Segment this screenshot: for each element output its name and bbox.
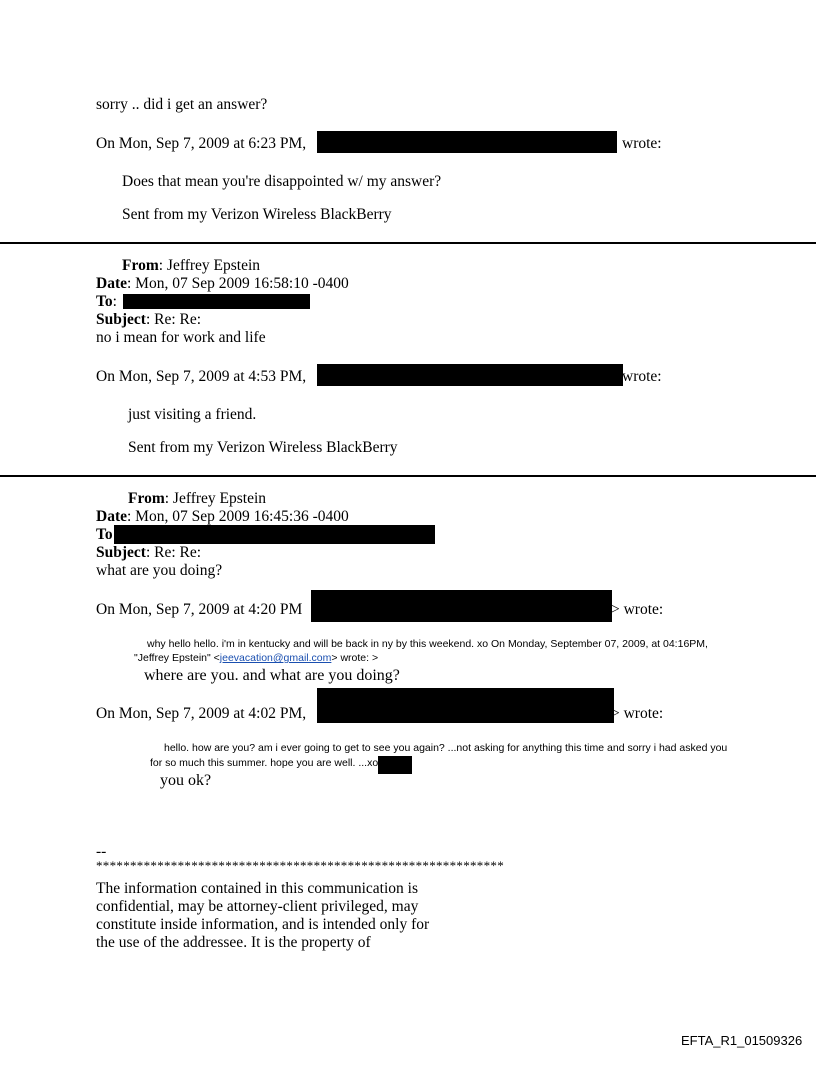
to-line: To [96,526,113,543]
quote-wrote: wrote: [622,135,662,152]
document-id-stamp: EFTA_R1_01509326 [681,1033,803,1048]
quoted-small-text: why hello hello. i'm in kentucky and will be back in ny by this weekend. xo On Monday, September 07, 2009, at 04:16PM, [147,638,708,650]
quote-wrote: wrote: [622,368,662,385]
disclaimer-line: constitute inside information, and is intended only for [96,916,430,933]
date-line: Date: Mon, 07 Sep 2009 16:45:36 -0400 [96,508,349,525]
quoted-text: where are you. and what are you doing? [144,667,400,684]
quote-header: On Mon, Sep 7, 2009 at 6:23 PM, [96,135,307,152]
quoted-signature: Sent from my Verizon Wireless BlackBerry [128,439,398,456]
quote-wrote: > wrote: [611,601,664,618]
email-link[interactable]: jeevacation@gmail.com [219,652,332,664]
quoted-text: Does that mean you're disappointed w/ my answer? [122,173,442,190]
quote-wrote: > wrote: [611,705,664,722]
disclaimer-line: confidential, may be attorney-client privileged, may [96,898,419,915]
quoted-text: you ok? [160,772,212,789]
redaction-bar [317,364,623,386]
subject-line: Subject: Re: Re: [96,544,202,561]
reply-text: sorry .. did i get an answer? [96,96,268,113]
star-divider: ************************************************************ [96,858,504,873]
quote-header: On Mon, Sep 7, 2009 at 4:02 PM, [96,705,307,722]
redaction-bar [317,688,614,723]
quoted-small-text: for so much this summer. hope you are well. ...xo [150,757,379,769]
signature-separator: -- [96,843,107,860]
message-divider [0,242,816,244]
disclaimer-line: the use of the addressee. It is the property of [96,934,371,951]
message-body: what are you doing? [96,562,223,579]
quoted-text: just visiting a friend. [128,406,257,423]
redaction-bar [114,525,435,544]
quoted-signature: Sent from my Verizon Wireless BlackBerry [122,206,392,223]
from-line: From: Jeffrey Epstein [128,490,267,507]
quote-header: On Mon, Sep 7, 2009 at 4:20 PM [96,601,303,618]
to-line: To: [96,293,117,310]
from-line: From: Jeffrey Epstein [122,257,261,274]
disclaimer-line: The information contained in this communication is [96,880,418,897]
redaction-bar [311,590,612,622]
subject-line: Subject: Re: Re: [96,311,202,328]
date-line: Date: Mon, 07 Sep 2009 16:58:10 -0400 [96,275,349,292]
message-body: no i mean for work and life [96,329,266,346]
message-divider [0,475,816,477]
redaction-bar [317,131,617,153]
redaction-bar [378,756,412,774]
quote-header: On Mon, Sep 7, 2009 at 4:53 PM, [96,368,307,385]
quoted-small-text: hello. how are you? am i ever going to get to see you again? ...not asking for anything this time and sorry i had asked you [164,742,728,754]
quoted-small-text: "Jeffrey Epstein" <jeevacation@gmail.com> wrote: > [134,652,379,664]
redaction-bar [123,294,310,309]
